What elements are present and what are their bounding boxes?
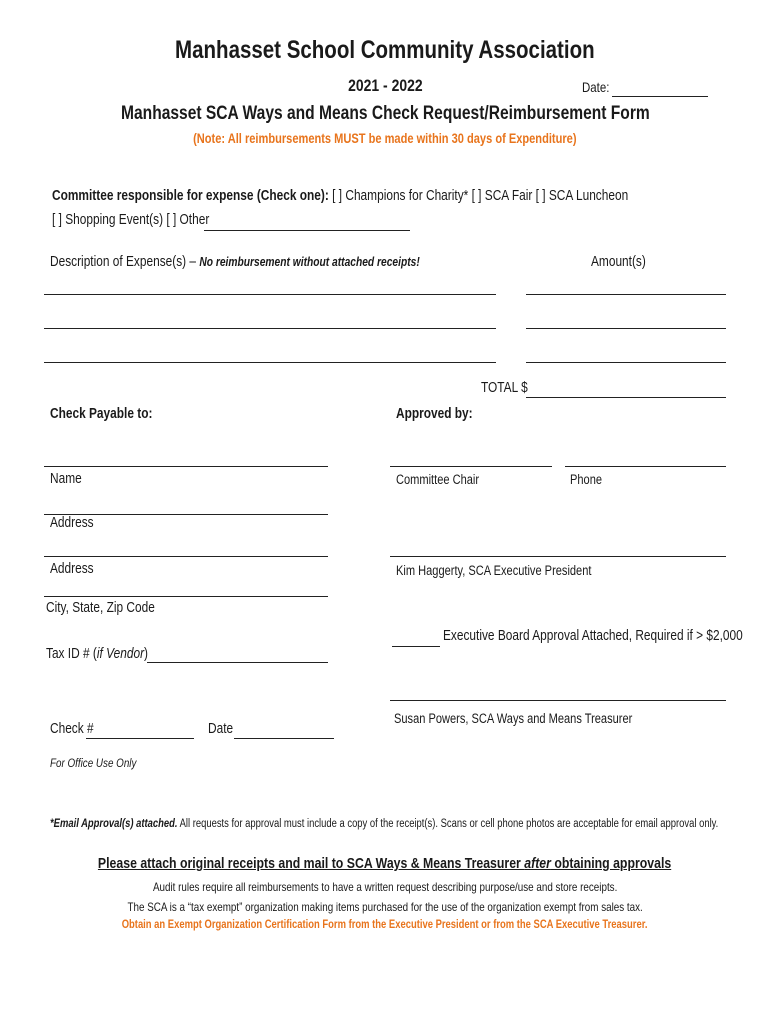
date-field[interactable] xyxy=(612,96,708,97)
address-field[interactable] xyxy=(44,556,328,557)
tax-id-label: Tax ID # (if Vendor) xyxy=(46,646,149,662)
description-line[interactable] xyxy=(44,328,496,329)
committee-label: Committee responsible for expense (Check one): xyxy=(52,188,329,204)
city-state-zip-label: City, State, Zip Code xyxy=(46,600,155,616)
committee-line-2: [ ] Shopping Event(s) [ ] Other xyxy=(52,212,210,228)
amount-label: Amount(s) xyxy=(591,254,646,270)
board-approval-field[interactable] xyxy=(392,646,440,647)
president-signature-field[interactable] xyxy=(390,556,726,557)
total-field[interactable] xyxy=(526,397,726,398)
total-label: TOTAL $ xyxy=(481,380,528,396)
office-date-field[interactable] xyxy=(234,738,334,739)
treasurer-label: Susan Powers, SCA Ways and Means Treasurer xyxy=(394,711,633,726)
amount-line[interactable] xyxy=(526,362,726,363)
check-payable-heading: Check Payable to: xyxy=(50,406,153,422)
check-number-field[interactable] xyxy=(86,738,194,739)
description-row xyxy=(50,254,501,270)
phone-label: Phone xyxy=(570,472,603,487)
city-state-zip-field[interactable] xyxy=(44,596,328,597)
attach-receipts-instruction: Please attach original receipts and mail to SCA Ways & Means Treasurer after obtaining approvals xyxy=(98,855,672,872)
description-label: Description of Expense(s) – xyxy=(50,254,197,270)
office-use-label: For Office Use Only xyxy=(50,756,137,770)
address-label: Address xyxy=(50,561,94,577)
date-label: Date: xyxy=(582,79,610,95)
other-field[interactable] xyxy=(204,230,410,231)
reimbursement-note: (Note: All reimbursements MUST be made within 30 days of Expenditure) xyxy=(193,131,577,146)
audit-rules-text: Audit rules require all reimbursements to have a written request describing purpose/use and store receipts. xyxy=(152,880,618,894)
committee-chair-label: Committee Chair xyxy=(396,472,480,487)
tax-id-field[interactable] xyxy=(147,662,328,663)
committee-chair-field[interactable] xyxy=(390,466,552,467)
committee-options-1: [ ] Champions for Charity* [ ] SCA Fair [ ] SCA Luncheon xyxy=(332,188,629,204)
receipt-warning: No reimbursement without attached receipts! xyxy=(199,255,420,269)
description-line[interactable] xyxy=(44,294,496,295)
amount-line[interactable] xyxy=(526,328,726,329)
approved-by-heading: Approved by: xyxy=(396,406,473,422)
phone-field[interactable] xyxy=(565,466,726,467)
treasurer-signature-field[interactable] xyxy=(390,700,726,701)
committee-line-1 xyxy=(52,188,755,204)
address-label: Address xyxy=(50,515,94,531)
tax-exempt-text: The SCA is a “tax exempt” organization making items purchased for the use of the organization exempt from sales tax. xyxy=(127,900,643,914)
year: 2021 - 2022 xyxy=(347,76,423,95)
email-approval-note: *Email Approval(s) attached. All requests for approval must include a copy of the receipt(s). Scans or cell phone photos are acceptable for email approval only. xyxy=(50,818,719,830)
amount-line[interactable] xyxy=(526,294,726,295)
description-line[interactable] xyxy=(44,362,496,363)
form-title: Manhasset SCA Ways and Means Check Request/Reimbursement Form xyxy=(120,103,650,124)
name-field[interactable] xyxy=(44,466,328,467)
office-date-label: Date xyxy=(208,721,234,737)
check-number-label: Check # xyxy=(50,721,94,737)
org-name: Manhasset School Community Association xyxy=(175,36,595,64)
president-label: Kim Haggerty, SCA Executive President xyxy=(396,563,592,578)
name-label: Name xyxy=(50,471,82,487)
board-approval-label: Executive Board Approval Attached, Required if > $2,000 xyxy=(443,628,743,644)
exempt-form-instruction: Obtain an Exempt Organization Certification Form from the Executive President or from the SCA Executive Treasurer. xyxy=(122,919,648,931)
